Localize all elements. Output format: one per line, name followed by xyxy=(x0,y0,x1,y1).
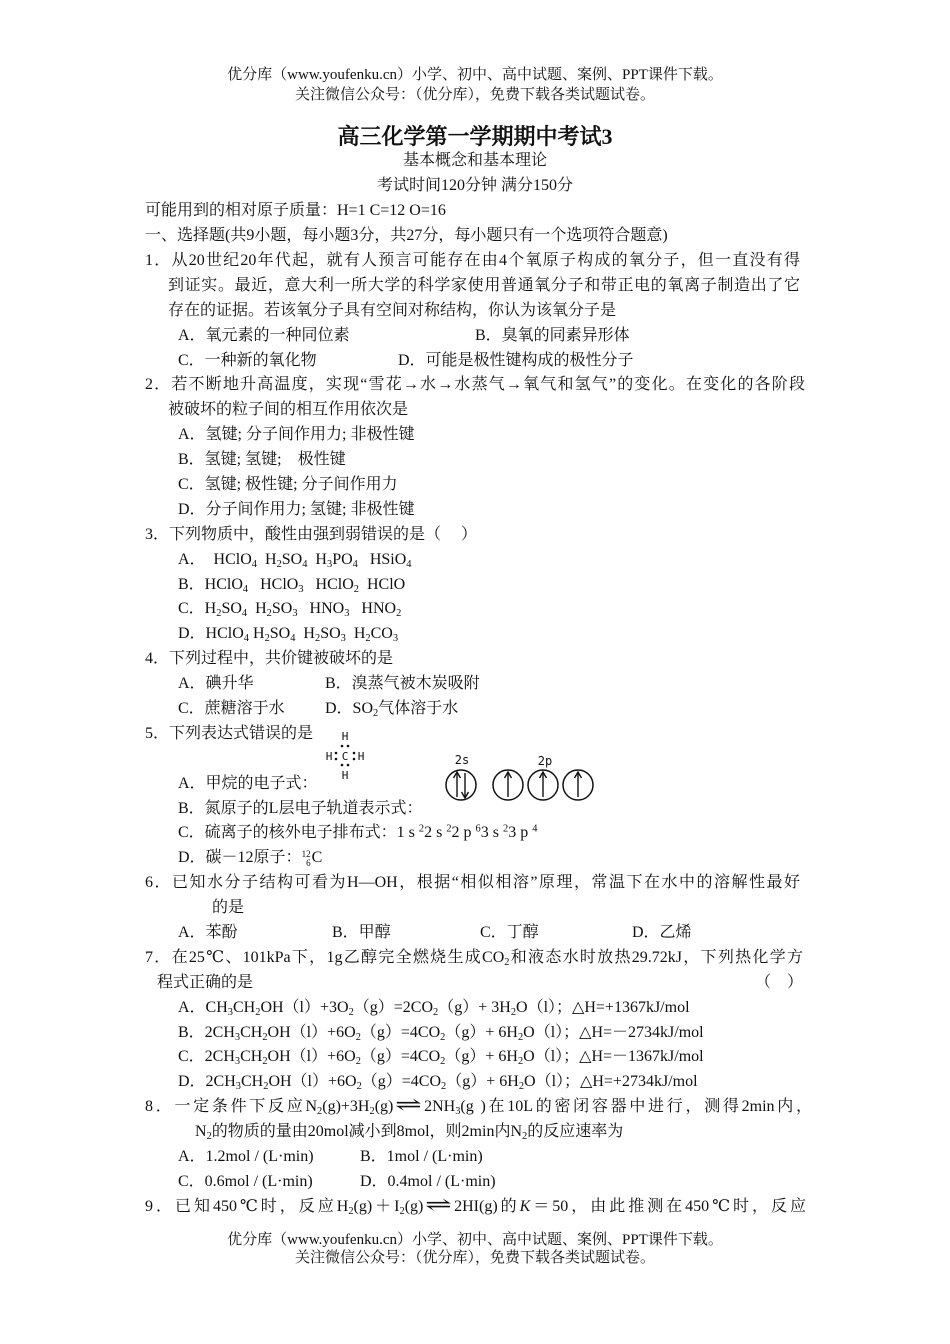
orbital-box-2s xyxy=(446,770,476,800)
subscript: 2 xyxy=(510,1006,517,1018)
q6-options-row xyxy=(0,921,950,946)
spin-up-arrow xyxy=(540,772,547,797)
header-promo-line: 优分库（www.youfenku.cn）小学、初中、高中试题、案例、PPT课件下载。 xyxy=(227,67,723,83)
q1-stem-line: 存在的证据。若该氧分子具有空间对称结构，你认为该氧分子是 xyxy=(168,301,617,319)
q5-option-c: C．硫离子的核外电子排布式：1 s $^2$2 s $^2$2 p $^6$3 s $^2$3 p $^4$ xyxy=(178,823,538,842)
q1-option-c: C．一种新的氧化物 xyxy=(178,351,317,369)
electron-dot xyxy=(335,758,338,761)
q8-option-d: D．0.4mol / (L·min) xyxy=(360,1172,496,1190)
hydrogen-top: H xyxy=(341,730,349,743)
q2-stem-row xyxy=(0,373,950,398)
q8-option-a: A．1.2mol / (L·min) xyxy=(178,1148,314,1166)
exam-body xyxy=(0,125,950,1220)
carbon-center: C xyxy=(341,750,349,763)
subscript: 2 xyxy=(522,1131,528,1143)
q8-stem-line: $N_2$的物质的量由20mol减小到8mol，则2min内$N_2$的反应速率为 xyxy=(195,1123,624,1143)
q8-stem-row xyxy=(0,1120,950,1145)
subscript: 2 xyxy=(396,608,402,620)
subscript: 4 xyxy=(302,558,308,570)
italic-symbol: K xyxy=(519,1197,531,1215)
subscript: 3 xyxy=(292,608,298,620)
subscript: 2 xyxy=(433,1006,439,1018)
q5-option-row xyxy=(0,821,950,846)
section-heading-row xyxy=(0,224,950,249)
subscript: 2 xyxy=(262,1031,268,1043)
q2-stem-row xyxy=(0,398,950,423)
q1-stem-line: 1．从20世纪20年代起，就有人预言可能存在由4个氧原子构成的氧分子，但一直没有得 xyxy=(145,251,800,269)
atomic-masses: 可能用到的相对原子质量：H=1 C=12 O=16 xyxy=(145,202,446,220)
subscript: 2 xyxy=(264,633,270,645)
subscript: 4 xyxy=(242,583,249,595)
q1-option-d: D．可能是极性键构成的极性分子 xyxy=(398,351,634,369)
subscript: 2 xyxy=(317,1106,323,1118)
subscript: 2 xyxy=(263,1081,269,1093)
orbital-label-2s: 2s xyxy=(454,753,470,767)
q2-option-a: A．氢键; 分子间作用力; 非极性键 xyxy=(178,426,415,444)
q6-option-d: D．乙烯 xyxy=(632,924,692,941)
q2-option-d: D．分子间作用力; 氢键; 非极性键 xyxy=(178,500,415,518)
q7-option-a: A．$CH_3CH_2OH(l)+3O_2(g)=2CO_2(g)+ 3H_2O(l)$；△H=+1367kJ/mol xyxy=(178,998,690,1018)
subscript: 2 xyxy=(216,608,222,620)
hydrogen-bottom: H xyxy=(341,769,349,782)
electron-dot xyxy=(353,758,356,761)
q2-option-c: C．氢键; 极性键; 分子间作用力 xyxy=(178,475,398,493)
subscript: 2 xyxy=(365,633,371,645)
q2-stem-line: 2．若不断地升高温度，实现“雪花→水→水蒸气→氧气和氢气”的变化。在变化的各阶段 xyxy=(145,376,805,394)
electron-dot xyxy=(341,745,344,748)
q7-option-row xyxy=(0,1045,950,1070)
superscript: 2 xyxy=(446,823,452,835)
q6-stem-line: 6．已知水分子结构可看为H—OH，根据“相似相溶”原理，常温下在水中的溶解性最好 xyxy=(145,874,800,892)
subscript: 2 xyxy=(348,1205,354,1217)
subscript: 3 xyxy=(235,1081,241,1093)
subscript: 2 xyxy=(355,1056,361,1068)
q4-option-c: C．蔗糖溶于水 xyxy=(178,699,285,717)
subscript: 2 xyxy=(355,1031,361,1043)
subscript: 3 xyxy=(340,633,346,645)
q3-option-a: A． HClO$_4$ $H_2SO_4$ $H_3PO_4$ HSiO$_4$ xyxy=(178,550,412,570)
q5-option-a: A．甲烷的电子式： xyxy=(178,774,318,792)
q3-stem: 3．下列物质中，酸性由强到弱错误的是（ ） xyxy=(145,525,478,543)
subscript: 2 xyxy=(517,1031,524,1043)
q7-stem-row xyxy=(0,971,950,996)
q8-stem-line: 8．一定条件下反应$N_2(g)+3H_2(g)\rightleftharpoons$ $2NH_3(g$ )在10L的密闭容器中进行，测得2min内， xyxy=(145,1094,812,1118)
subscript: 2 xyxy=(399,1205,405,1217)
q8-option-b: B．1mol / (L·min) xyxy=(360,1148,483,1166)
subscript: 2 xyxy=(314,633,321,645)
q3-option-row xyxy=(0,548,950,573)
subscript: 2 xyxy=(255,1006,261,1018)
q4-options-row xyxy=(0,697,950,722)
q9-stem-row xyxy=(0,1195,950,1220)
q9-stem-line: 9．已知450℃时，反应$H_2(g)+I_2(g)\rightleftharpoons$ 2HI(g)的K＝50，由此推测在450℃时，反应 xyxy=(145,1193,806,1217)
subscript: 4 xyxy=(406,558,412,570)
subscript: 2 xyxy=(353,583,359,595)
q4-option-a: A．碘升华 xyxy=(178,675,254,693)
exam-subtitle: 基本概念和基本理论 xyxy=(402,152,547,170)
title-row xyxy=(0,125,950,150)
q8-options-row xyxy=(0,1145,950,1170)
superscript: 2 xyxy=(502,823,509,835)
q3-option-b: B．HClO$_4$ HClO$_3$ HClO$_2$ HClO xyxy=(178,575,406,595)
q4-options-row xyxy=(0,672,950,697)
q7-option-c: C．$2CH_3CH_2OH(l)+6O_2(g)=4CO_2(g)+ 6H_2O(l)$；△H=－1367kJ/mol xyxy=(178,1048,704,1068)
q7-option-row xyxy=(0,1021,950,1046)
subscript: 2 xyxy=(206,1131,212,1143)
q4-option-d: D．$SO_2$气体溶于水 xyxy=(325,699,459,720)
q3-stem-row xyxy=(0,523,950,548)
q4-stem: 4．下列过程中，共价键被破坏的是 xyxy=(145,650,394,668)
mass-number: 12 xyxy=(301,848,311,859)
q7-option-row xyxy=(0,1070,950,1095)
q1-options-row xyxy=(0,324,950,349)
q5-option-d: D．碳－12原子： 12 6 C xyxy=(178,848,323,868)
q5-option-b: B．氮原子的L层电子轨道表示式： xyxy=(178,799,423,817)
subscript: 2 xyxy=(266,608,272,620)
q1-options-row xyxy=(0,349,950,374)
hydrogen-left: H xyxy=(325,750,333,763)
subscript: 2 xyxy=(517,1056,524,1068)
q4-option-b: B．溴蒸气被木炭吸附 xyxy=(325,675,480,693)
subscript: 2 xyxy=(440,1056,446,1068)
footer-promo-line: 优分库（www.youfenku.cn）小学、初中、高中试题、案例、PPT课件下载。 xyxy=(227,1232,723,1248)
electron-dot xyxy=(347,745,350,748)
atomic-masses-row xyxy=(0,199,950,224)
electron-dot xyxy=(341,764,344,767)
q5-stem-row xyxy=(0,722,950,747)
spin-up-arrow xyxy=(454,772,461,797)
q7-stem-line: 7．在25℃、101kPa下，1g乙醇完全燃烧生成$CO_2$和液态水时放热29.72kJ，下列热化学方 xyxy=(145,948,803,968)
q3-option-row xyxy=(0,622,950,647)
spin-up-arrow xyxy=(575,772,582,797)
q1-option-b: B．臭氧的同素异形体 xyxy=(475,326,630,344)
q7-option-row xyxy=(0,996,950,1021)
q4-stem-row xyxy=(0,647,950,672)
subscript: 2 xyxy=(348,1006,354,1018)
hydrogen-right: H xyxy=(357,750,365,763)
q3-option-c: C．$H_2SO_4$ $H_2SO_3$ $HNO_3$ $HNO_2$ xyxy=(178,600,402,620)
q6-option-b: B．甲醇 xyxy=(332,924,391,941)
q1-stem-row xyxy=(0,249,950,274)
exam-title: 高三化学第一学期期中考试3 xyxy=(337,123,613,149)
q1-stem-row xyxy=(0,299,950,324)
q1-stem-row xyxy=(0,274,950,299)
nuclide-numbers xyxy=(302,850,311,868)
equilibrium-arrow: ⇌ xyxy=(395,1094,423,1117)
subscript: 3 xyxy=(227,1006,233,1018)
q6-option-a: A．苯酚 xyxy=(178,924,238,941)
section-1-heading: 一、选择题(共9小题，每小题3分，共27分，每小题只有一个选项符合题意) xyxy=(145,227,668,245)
subtitle-row xyxy=(0,149,950,174)
subscript: 2 xyxy=(369,1106,375,1118)
superscript: 6 xyxy=(475,823,481,835)
q7-answer-blank: （ ） xyxy=(755,973,804,991)
atomic-number: 6 xyxy=(306,857,311,868)
superscript: 2 xyxy=(418,823,425,835)
q6-option-c: C．丁醇 xyxy=(480,924,539,941)
subscript: 4 xyxy=(352,558,358,570)
subscript: 2 xyxy=(441,1081,447,1093)
subscript: 2 xyxy=(504,957,510,968)
spin-down-arrow xyxy=(462,773,469,798)
q3-option-d: D．HClO$_4$ $H_2SO_4$ $H_2SO_3$ $H_2CO_3$ xyxy=(178,625,399,645)
q8-option-c: C．0.6mol / (L·min) xyxy=(178,1172,313,1190)
q7-option-b: B．$2CH_3CH_2OH(l)+6O_2(g)=4CO_2(g)+ 6H_2O(l)$；△H=－2734kJ/mol xyxy=(178,1023,704,1043)
q3-option-row xyxy=(0,573,950,598)
subscript: 2 xyxy=(440,1031,446,1043)
subscript: 2 xyxy=(373,708,379,720)
q6-stem-line: 的是 xyxy=(212,899,245,917)
q6-stem-row xyxy=(0,896,950,921)
q7-option-d: D．$2CH_3CH_2OH(l)+6O_2(g)=4CO_2(g)+ 6H_2O(l)$；△H=+2734kJ/mol xyxy=(178,1073,698,1093)
header-wechat-line: 关注微信公众号：（优分库），免费下载各类试题试卷。 xyxy=(294,87,655,103)
electron-dot xyxy=(347,764,350,767)
equilibrium-arrow: ⇌ xyxy=(425,1193,453,1216)
q2-option-row xyxy=(0,473,950,498)
q2-option-row xyxy=(0,423,950,448)
nitrogen-orbital-diagram xyxy=(440,750,600,806)
subscript: 3 xyxy=(234,1056,241,1068)
q1-stem-line: 到证实。最近，意大利一所大学的科学家使用普通氧分子和带正电的氧离子制造出了它 xyxy=(168,276,800,294)
q8-stem-row xyxy=(0,1095,950,1120)
q3-option-row xyxy=(0,597,950,622)
electron-dot xyxy=(335,752,338,755)
subscript: 3 xyxy=(326,558,333,570)
exam-info: 考试时间120分钟 满分150分 xyxy=(376,177,573,195)
q1-option-a: A．氧元素的一种同位素 xyxy=(178,326,350,344)
subscript: 3 xyxy=(298,583,304,595)
subscript: 2 xyxy=(356,1081,362,1093)
q6-stem-row xyxy=(0,871,950,896)
subscript: 3 xyxy=(392,633,399,645)
subscript: 4 xyxy=(290,633,296,645)
exam-info-row xyxy=(0,174,950,199)
q2-option-b: B．氢键; 氢键; 极性键 xyxy=(178,451,346,469)
q5-stem: 5．下列表达式错误的是 xyxy=(145,724,314,742)
superscript: 4 xyxy=(532,823,538,835)
q8-options-row xyxy=(0,1170,950,1195)
subscript: 3 xyxy=(455,1106,461,1118)
subscript: 4 xyxy=(251,558,257,570)
subscript: 4 xyxy=(241,608,248,620)
q2-option-row xyxy=(0,498,950,523)
methane-electron-dot-diagram xyxy=(320,727,372,783)
electron-dot xyxy=(353,752,356,755)
q5-option-row xyxy=(0,846,950,871)
spin-up-arrow xyxy=(505,772,512,797)
subscript: 2 xyxy=(276,558,282,570)
subscript: 3 xyxy=(344,608,350,620)
q7-stem-line: 程式正确的是 xyxy=(157,973,254,991)
q7-stem-row xyxy=(0,946,950,971)
orbital-label-2p: 2p xyxy=(537,754,553,768)
subscript: 2 xyxy=(518,1081,525,1093)
subscript: 4 xyxy=(243,633,249,645)
q2-stem-line: 被破坏的粒子间的相互作用依次是 xyxy=(168,401,409,419)
subscript: 2 xyxy=(262,1056,268,1068)
subscript: 3 xyxy=(234,1031,241,1043)
footer-wechat-line: 关注微信公众号：（优分库），免费下载各类试题试卷。 xyxy=(294,1250,655,1266)
q2-option-row xyxy=(0,448,950,473)
